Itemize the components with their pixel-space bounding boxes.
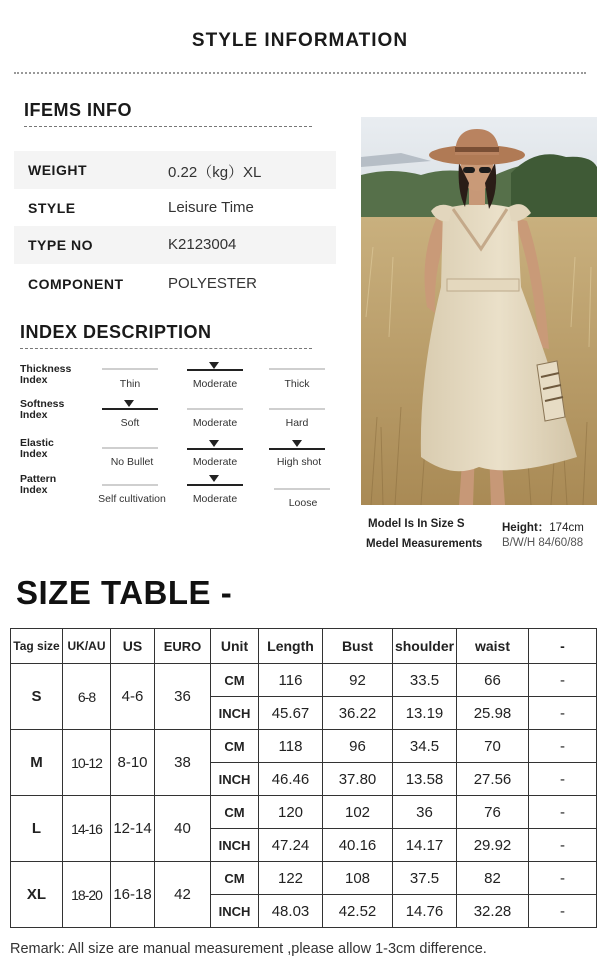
size-table bbox=[10, 628, 597, 928]
shoulder-cell: 14.17 bbox=[393, 829, 457, 862]
page-title: STYLE INFORMATION bbox=[191, 30, 409, 51]
index-scale-thick bbox=[269, 368, 325, 370]
index-pointer-icon bbox=[124, 400, 134, 407]
size-uk: 10-12 bbox=[63, 730, 111, 796]
length-cell: 46.46 bbox=[259, 763, 323, 796]
info-row-component bbox=[14, 265, 336, 303]
info-value: K2123004 bbox=[168, 236, 237, 253]
index-option: Moderate bbox=[192, 417, 238, 429]
info-label: WEIGHT bbox=[28, 162, 87, 178]
waist-cell: 66 bbox=[457, 664, 529, 697]
size-table-header-row bbox=[11, 629, 597, 664]
extra-cell: - bbox=[529, 664, 597, 697]
shoulder-cell: 13.58 bbox=[393, 763, 457, 796]
index-option: Soft bbox=[120, 417, 140, 429]
model-height-value: 174cm bbox=[549, 522, 584, 534]
index-pointer-icon bbox=[292, 440, 302, 447]
size-us: 4-6 bbox=[111, 664, 155, 730]
size-tag: S bbox=[11, 664, 63, 730]
shoulder-cell: 33.5 bbox=[393, 664, 457, 697]
extra-cell: - bbox=[529, 796, 597, 829]
header-cell: UK/AU bbox=[63, 629, 111, 664]
index-scale-high-shot bbox=[269, 448, 325, 450]
bust-cell: 96 bbox=[323, 730, 393, 763]
index-description-title: INDEX DESCRIPTION bbox=[20, 322, 212, 342]
remark-text: Remark: All size are manual measurement ,please allow 1-3cm difference. bbox=[10, 941, 487, 957]
extra-cell: - bbox=[529, 763, 597, 796]
items-info-divider bbox=[24, 126, 312, 127]
unit-inch: INCH bbox=[211, 763, 259, 796]
unit-cm: CM bbox=[211, 862, 259, 895]
header-cell: EURO bbox=[155, 629, 211, 664]
index-description-divider bbox=[20, 348, 312, 349]
index-option: Hard bbox=[285, 417, 309, 429]
waist-cell: 25.98 bbox=[457, 697, 529, 730]
index-scale-no-bullet bbox=[102, 447, 158, 449]
info-label: TYPE NO bbox=[28, 237, 93, 253]
header-cell: shoulder bbox=[393, 629, 457, 664]
index-pointer-icon bbox=[209, 440, 219, 447]
info-label: STYLE bbox=[28, 200, 76, 216]
model-photo bbox=[361, 117, 597, 505]
length-cell: 118 bbox=[259, 730, 323, 763]
model-measure-text: Medel Measurements bbox=[366, 538, 483, 550]
length-cell: 116 bbox=[259, 664, 323, 697]
size-tag: M bbox=[11, 730, 63, 796]
index-label-line: Thickness bbox=[20, 363, 72, 375]
extra-cell: - bbox=[529, 829, 597, 862]
size-uk: 18-20 bbox=[63, 862, 111, 928]
index-label-line: Index bbox=[20, 374, 48, 386]
index-scale-moderate bbox=[187, 484, 243, 486]
size-tag: XL bbox=[11, 862, 63, 928]
header-cell: Bust bbox=[323, 629, 393, 664]
unit-cm: CM bbox=[211, 730, 259, 763]
unit-inch: INCH bbox=[211, 697, 259, 730]
info-row-type-no bbox=[14, 226, 336, 264]
index-label-pattern bbox=[20, 474, 90, 496]
waist-cell: 82 bbox=[457, 862, 529, 895]
table-row bbox=[11, 730, 597, 763]
info-value: Leisure Time bbox=[168, 199, 254, 216]
length-cell: 47.24 bbox=[259, 829, 323, 862]
bust-cell: 42.52 bbox=[323, 895, 393, 928]
index-scale-moderate bbox=[187, 448, 243, 450]
length-cell: 48.03 bbox=[259, 895, 323, 928]
bust-cell: 40.16 bbox=[323, 829, 393, 862]
unit-inch: INCH bbox=[211, 895, 259, 928]
index-scale-loose bbox=[274, 488, 330, 490]
unit-inch: INCH bbox=[211, 829, 259, 862]
extra-cell: - bbox=[529, 697, 597, 730]
index-label-softness bbox=[20, 399, 90, 421]
index-pointer-icon bbox=[209, 475, 219, 482]
model-height bbox=[502, 519, 584, 535]
index-label-line: Pattern bbox=[20, 473, 57, 485]
shoulder-cell: 34.5 bbox=[393, 730, 457, 763]
index-label-elastic bbox=[20, 438, 90, 460]
size-tag: L bbox=[11, 796, 63, 862]
index-scale-thin bbox=[102, 368, 158, 370]
length-cell: 120 bbox=[259, 796, 323, 829]
model-bwh: B/W/H 84/60/88 bbox=[502, 537, 584, 549]
waist-cell: 70 bbox=[457, 730, 529, 763]
index-label-line: Index bbox=[20, 484, 48, 496]
length-cell: 122 bbox=[259, 862, 323, 895]
size-us: 8-10 bbox=[111, 730, 155, 796]
extra-cell: - bbox=[529, 895, 597, 928]
index-label-line: Index bbox=[20, 409, 48, 421]
header-cell: Tag size bbox=[11, 629, 63, 664]
size-uk: 6-8 bbox=[63, 664, 111, 730]
waist-cell: 32.28 bbox=[457, 895, 529, 928]
shoulder-cell: 37.5 bbox=[393, 862, 457, 895]
index-scale-self-cultivation bbox=[102, 484, 158, 486]
size-euro: 40 bbox=[155, 796, 211, 862]
unit-cm: CM bbox=[211, 664, 259, 697]
index-option: No Bullet bbox=[110, 456, 154, 468]
size-table-title: SIZE TABLE - bbox=[16, 574, 233, 611]
index-scale-soft bbox=[102, 408, 158, 410]
model-height-label: Height： bbox=[502, 522, 550, 534]
shoulder-cell: 36 bbox=[393, 796, 457, 829]
header-cell: - bbox=[529, 629, 597, 664]
extra-cell: - bbox=[529, 730, 597, 763]
items-info-title: IFEMS INFO bbox=[24, 100, 132, 120]
size-uk: 14-16 bbox=[63, 796, 111, 862]
size-euro: 36 bbox=[155, 664, 211, 730]
index-option: Thick bbox=[284, 378, 310, 390]
waist-cell: 76 bbox=[457, 796, 529, 829]
index-option: Moderate bbox=[192, 378, 238, 390]
index-option: Loose bbox=[288, 497, 318, 509]
length-cell: 45.67 bbox=[259, 697, 323, 730]
size-us: 16-18 bbox=[111, 862, 155, 928]
index-option: Moderate bbox=[192, 493, 238, 505]
size-euro: 42 bbox=[155, 862, 211, 928]
info-label: COMPONENT bbox=[28, 276, 124, 292]
index-scale-moderate bbox=[187, 369, 243, 371]
unit-cm: CM bbox=[211, 796, 259, 829]
info-value: 0.22（kg）XL bbox=[168, 164, 262, 181]
size-us: 12-14 bbox=[111, 796, 155, 862]
index-option: Self cultivation bbox=[98, 493, 166, 505]
table-row bbox=[11, 862, 597, 895]
bust-cell: 37.80 bbox=[323, 763, 393, 796]
index-scale-hard bbox=[269, 408, 325, 410]
model-size-text: Model Is In Size S bbox=[368, 518, 465, 530]
index-option: Moderate bbox=[192, 456, 238, 468]
shoulder-cell: 13.19 bbox=[393, 697, 457, 730]
waist-cell: 27.56 bbox=[457, 763, 529, 796]
header-cell: Length bbox=[259, 629, 323, 664]
table-row bbox=[11, 664, 597, 697]
bust-cell: 92 bbox=[323, 664, 393, 697]
size-euro: 38 bbox=[155, 730, 211, 796]
bust-cell: 108 bbox=[323, 862, 393, 895]
title-divider bbox=[14, 72, 586, 74]
index-label-line: Softness bbox=[20, 398, 65, 410]
model-size-label bbox=[368, 518, 465, 530]
index-pointer-icon bbox=[209, 362, 219, 369]
info-row-weight bbox=[14, 151, 336, 189]
shoulder-cell: 14.76 bbox=[393, 895, 457, 928]
bust-cell: 36.22 bbox=[323, 697, 393, 730]
index-option: High shot bbox=[276, 456, 322, 468]
header-cell: Unit bbox=[211, 629, 259, 664]
extra-cell: - bbox=[529, 862, 597, 895]
model-measure-label bbox=[366, 538, 482, 550]
index-scale-moderate bbox=[187, 408, 243, 410]
info-row-style bbox=[14, 189, 336, 227]
index-label-line: Index bbox=[20, 448, 48, 460]
bust-cell: 102 bbox=[323, 796, 393, 829]
info-value: POLYESTER bbox=[168, 275, 257, 292]
table-row bbox=[11, 796, 597, 829]
header-cell: US bbox=[111, 629, 155, 664]
waist-cell: 29.92 bbox=[457, 829, 529, 862]
index-label-line: Elastic bbox=[20, 437, 54, 449]
index-label-thickness bbox=[20, 364, 90, 386]
header-cell: waist bbox=[457, 629, 529, 664]
index-option: Thin bbox=[119, 378, 141, 390]
